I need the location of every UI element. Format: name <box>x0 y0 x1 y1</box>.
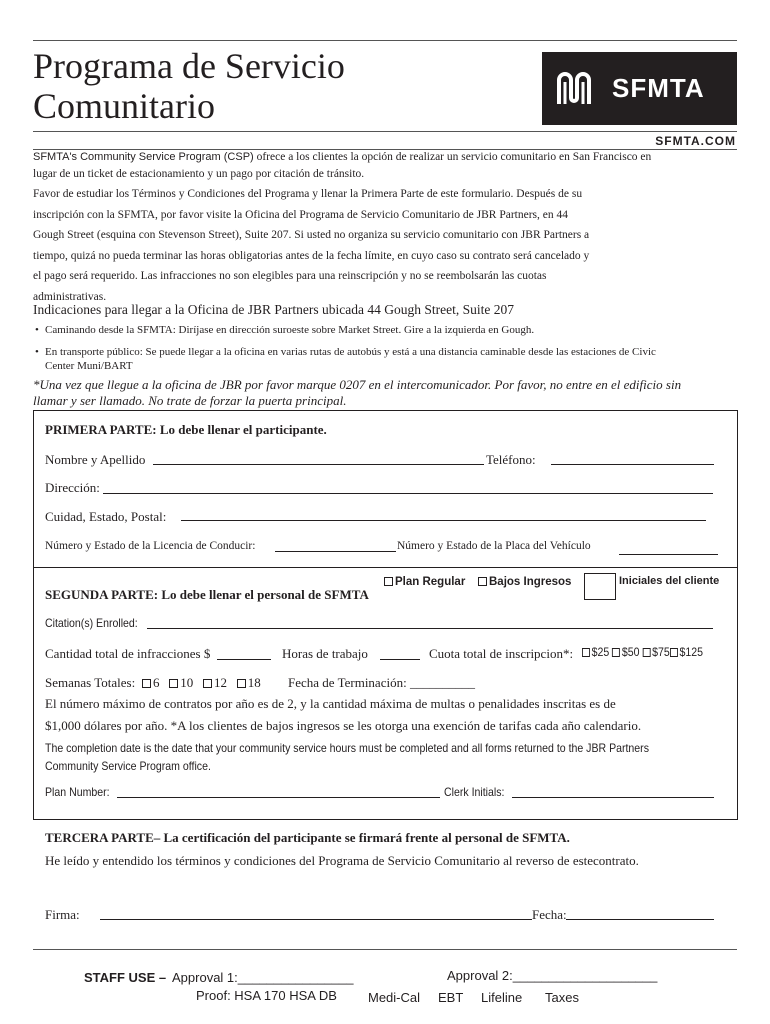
weeks-label: Semanas Totales: <box>45 675 136 690</box>
end-date-label[interactable]: Fecha de Terminación: __________ <box>288 675 475 690</box>
work-hours-label: Horas de trabajo <box>282 646 368 661</box>
title-line-1: Programa de Servicio <box>33 46 345 86</box>
intro-p1-line2: lugar de un ticket de estacionamiento y un pago por citación de tránsito. <box>33 168 365 180</box>
fee-option-125[interactable]: $125 <box>670 645 703 659</box>
work-hours-field[interactable] <box>380 659 420 660</box>
citations-label: Citation(s) Enrolled: <box>45 616 138 630</box>
proof-option-medi-cal[interactable]: Medi-Cal <box>368 990 421 1005</box>
max-contracts-line2: $1,000 dólares por año. *A los clientes de bajos ingresos se les otorga una exención de tarifas cada año calendario. <box>45 718 642 733</box>
directions-bullet-transit: • En transporte público: Se puede llegar a la oficina en varias rutas de autobús y está a una distancia caminable desde las estaciones de Civic Center Muni/BART <box>35 346 656 372</box>
plan-regular-checkbox[interactable] <box>384 577 393 586</box>
signature-field[interactable] <box>100 919 532 920</box>
week-option-10[interactable]: 10 <box>169 675 193 690</box>
website-url[interactable]: SFMTA.COM <box>655 134 736 148</box>
low-income-checkbox[interactable] <box>478 577 487 586</box>
completion-line1: The completion date is the date that your community service hours must be completed and all forms returned to the JBR Partners <box>45 741 649 755</box>
bottom-rule <box>33 949 737 950</box>
date-label: Fecha: <box>532 907 567 922</box>
part3-heading: TERCERA PARTE– La certificación del participante se firmará frente al personal de SFMTA. <box>45 830 570 845</box>
part3-divider <box>33 819 738 820</box>
proof-option-lifeline[interactable]: Lifeline <box>481 990 523 1005</box>
directions-title: Indicaciones para llegar a la Oficina de JBR Partners ubicada 44 Gough Street, Suite 207 <box>33 302 514 317</box>
top-rule <box>33 40 737 41</box>
approval2-field[interactable]: Approval 2:____________________ <box>447 968 658 983</box>
fee-options <box>582 645 703 659</box>
week-option-18[interactable]: 18 <box>237 675 261 690</box>
plate-field[interactable] <box>619 554 718 555</box>
part2-heading: SEGUNDA PARTE: Lo debe llenar el personal de SFMTA <box>45 587 369 602</box>
intro-p2-line6: administrativas. <box>33 290 107 303</box>
part3-statement: He leído y entendido los términos y condiciones del Programa de Servicio Comunitario al reverso de estecontrato. <box>45 853 639 868</box>
proof-option-ebt[interactable]: EBT <box>438 990 464 1005</box>
week-option-12[interactable]: 12 <box>203 675 227 690</box>
plan-regular-option[interactable]: Plan Regular <box>384 576 465 588</box>
phone-field[interactable] <box>551 464 714 465</box>
fee-option-50[interactable]: $50 <box>612 645 639 659</box>
city-label: Cuidad, Estado, Postal: <box>45 509 167 524</box>
intro-p2-line2: inscripción con la SFMTA, por favor visite la Oficina del Programa de Servicio Comunitario de JBR Partners, en 44 <box>33 208 568 221</box>
week-option-6[interactable]: 6 <box>142 675 160 690</box>
date-field[interactable] <box>566 919 714 920</box>
license-field[interactable] <box>275 551 396 552</box>
total-fee-label: Cuota total de inscripcion*: <box>429 646 574 661</box>
proof-option-taxes[interactable]: Taxes <box>545 990 579 1005</box>
approval1-field[interactable]: Approval 1:________________ <box>172 970 354 985</box>
muni-worm-icon <box>542 52 612 125</box>
plan-number-field[interactable] <box>117 797 440 798</box>
low-income-option[interactable]: Bajos Ingresos <box>478 576 571 588</box>
completion-line2: Community Service Program office. <box>45 759 211 773</box>
signature-label: Firma: <box>45 907 80 922</box>
clerk-initials-field[interactable] <box>512 797 714 798</box>
plate-label: Número y Estado de la Placa del Vehículo <box>397 540 591 552</box>
intro-p2-line1: Favor de estudiar los Términos y Condiciones del Programa y llenar la Primera Parte de este formulario. Después de su <box>33 188 583 200</box>
intercom-note: *Una vez que llegue a la oficina de JBR por favor marque 0207 en el intercomunicador. Por favor, no entre en el edificio sin llamar y ser llamado. No trate de forzar la puerta principal. <box>33 377 682 408</box>
clerk-initials-label: Clerk Initials: <box>444 785 505 799</box>
city-field[interactable] <box>181 520 706 521</box>
part1-heading: PRIMERA PARTE: Lo debe llenar el participante. <box>45 422 327 437</box>
total-infractions-label: Cantidad total de infracciones $ <box>45 646 211 661</box>
plan-number-label: Plan Number: <box>45 785 110 799</box>
license-label: Número y Estado de la Licencia de Conducir: <box>45 540 256 552</box>
proof-label: Proof: HSA 170 HSA DB <box>196 988 337 1003</box>
name-field[interactable] <box>153 464 484 465</box>
part2-divider <box>33 567 738 568</box>
address-label: Dirección: <box>45 480 100 495</box>
header-bottom-rule <box>33 131 737 132</box>
week-options <box>142 675 261 691</box>
intro-p2-line5: el pago será requerido. Las infracciones no son elegibles para una reinscripción y no se reembolsarán las cuotas <box>33 270 547 282</box>
total-infractions-field[interactable] <box>217 659 271 660</box>
page-title <box>33 46 345 126</box>
csp-lead: SFMTA's Community Service Program (CSP) <box>33 151 254 163</box>
intro-p2-line3: Gough Street (esquina con Stevenson Street), Suite 207. Si usted no organiza su servicio comunitario con JBR Partners a <box>33 229 590 241</box>
client-initials-box[interactable] <box>584 573 616 600</box>
staff-use-label: STAFF USE – <box>84 970 167 985</box>
intro-p2-line4: tiempo, quizá no pueda terminar las horas obligatorias antes de la fecha límite, en cuyo caso su contrato será cancelado y <box>33 249 590 262</box>
citations-field[interactable] <box>147 628 713 629</box>
directions-bullet-walking: • Caminando desde la SFMTA: Diríjase en dirección suroeste sobre Market Street. Gire a la izquierda en Gough. <box>35 324 535 336</box>
fee-option-25[interactable]: $25 <box>582 645 609 659</box>
intro-p1-rest: ofrece a los clientes la opción de realizar un servicio comunitario en San Francisco en <box>253 151 652 163</box>
logo-text: SFMTA <box>612 73 705 103</box>
max-contracts-line1: El número máximo de contratos por año es de 2, y la cantidad máxima de multas o penalidades inscritas es de <box>45 696 616 711</box>
title-line-2: Comunitario <box>33 86 215 126</box>
phone-label: Teléfono: <box>486 452 536 467</box>
sfmta-logo <box>542 52 737 125</box>
address-field[interactable] <box>103 493 713 494</box>
name-label: Nombre y Apellido <box>45 452 146 467</box>
intro-text <box>33 150 743 307</box>
client-initials-label: Iniciales del cliente <box>619 575 720 587</box>
fee-option-75[interactable]: $75 <box>643 645 670 659</box>
